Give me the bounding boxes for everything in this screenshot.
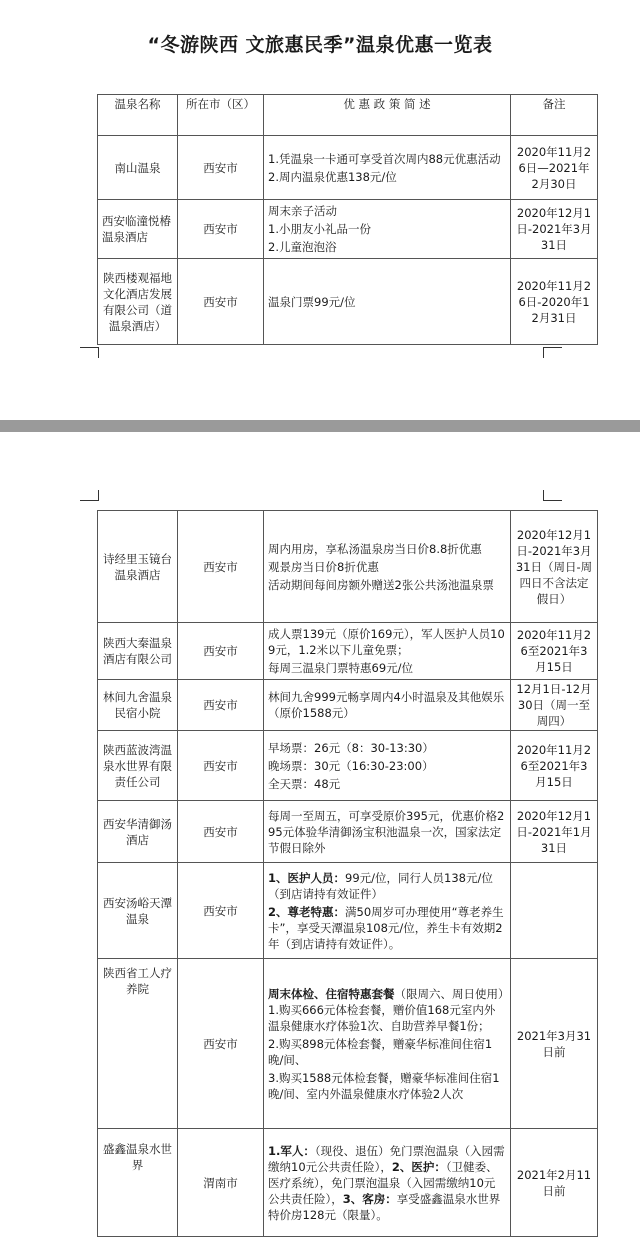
policy-line: 林间九舍999元畅享周内4小时温泉及其他娱乐（原价1588元）: [268, 690, 505, 720]
cell-city: 西安市: [178, 623, 264, 680]
cell-name: 林间九舍温泉民宿小院: [98, 680, 178, 731]
policy-line: 温泉门票99元/位: [268, 294, 356, 309]
policy-line: 2.周内温泉优惠138元/位: [268, 169, 397, 184]
cell-note: 2020年11月26日—2021年2月30日: [511, 136, 598, 200]
policy-item-title: 1、医护人员：: [268, 870, 346, 885]
cell-name: 南山温泉: [98, 136, 178, 200]
policy-item-text: （现役、退伍）免门票泡温泉（入园需缴纳10元公共责任险），: [268, 1143, 505, 1174]
discount-table-part-2: [97, 510, 598, 1237]
header-policy: 优 惠 政 策 简 述: [264, 95, 511, 136]
cell-policy: [264, 801, 511, 863]
cell-city: 西安市: [178, 801, 264, 863]
cell-name: 西安临潼悦椿温泉酒店: [98, 200, 178, 259]
cell-name: 盛鑫温泉水世界: [98, 1129, 178, 1237]
cell-policy: [264, 259, 511, 345]
crop-mark: [543, 490, 562, 501]
document-title: “冬游陕西 文旅惠民季”温泉优惠一览表: [147, 34, 493, 56]
policy-line: 1.凭温泉一卡通可享受首次周内88元优惠活动: [268, 151, 501, 166]
page-gap: [0, 420, 640, 432]
table-row: [98, 959, 598, 1129]
table-row: [98, 801, 598, 863]
cell-name: 陕西省工人疗养院: [98, 959, 178, 1129]
table-row: [98, 200, 598, 259]
document-page-2: [0, 432, 640, 1251]
cell-name: 陕西楼观福地文化酒店发展有限公司（道温泉酒店）: [98, 259, 178, 345]
cell-note: 2020年11月26至2021年3月15日: [511, 623, 598, 680]
cell-name: 诗经里玉镜台温泉酒店: [98, 511, 178, 623]
crop-mark: [80, 490, 99, 501]
cell-city: 西安市: [178, 136, 264, 200]
policy-item-title: 2、医护：: [391, 1159, 446, 1174]
cell-policy: [264, 863, 511, 959]
discount-table-part-1: [97, 94, 598, 345]
policy-line: 周末亲子活动: [268, 204, 337, 218]
policy-line: 2.儿童泡泡浴: [268, 240, 337, 254]
policy-line: 每周三温泉门票特惠69元/位: [268, 661, 414, 675]
policy-line: 晚场票：30元（16:30-23:00）: [268, 758, 434, 773]
policy-item: 3.购买1588元体检套餐，赠豪华标准间住宿1晚/间、室内外温泉健康水疗体验2人次: [268, 1070, 500, 1101]
policy-line: 观景房当日价8折优惠: [268, 559, 379, 574]
header-city: 所在市（区）: [178, 95, 264, 136]
cell-policy: [264, 200, 511, 259]
cell-policy: [264, 731, 511, 801]
table-row: [98, 511, 598, 623]
policy-item-title: 3、客房：: [342, 1191, 397, 1206]
table-row: [98, 680, 598, 731]
header-note: 备注: [511, 95, 598, 136]
crop-mark: [543, 347, 562, 358]
policy-item: [268, 870, 506, 902]
policy-item: [268, 1143, 506, 1223]
cell-note: 12月1日-12月30日（周一至周四）: [511, 680, 598, 731]
table-row: [98, 863, 598, 959]
policy-item-text: （限周六、周日使用）1.购买666元体检套餐，赠价值168元室内外温泉健康水疗体验1次、自助营养早餐1份；: [268, 986, 504, 1033]
policy-item: [268, 986, 506, 1034]
policy-item: [268, 904, 506, 952]
cell-city: 西安市: [178, 259, 264, 345]
cell-city: 西安市: [178, 680, 264, 731]
cell-city: 西安市: [178, 731, 264, 801]
cell-city: 西安市: [178, 200, 264, 259]
cell-note: 2020年11月26至2021年3月15日: [511, 731, 598, 801]
cell-note: 2021年3月31日前: [511, 959, 598, 1129]
policy-line: 1.小朋友小礼品一份: [268, 222, 371, 236]
cell-name: 西安汤峪天潭温泉: [98, 863, 178, 959]
policy-line: 周内用房，享私汤温泉房当日价8.8折优惠: [268, 541, 482, 556]
policy-item-title: 周末体检、住宿特惠套餐: [268, 986, 395, 1001]
cell-city: 西安市: [178, 959, 264, 1129]
policy-item-text: 99元/位，同行人员138元/位（到店请持有效证件）: [268, 870, 493, 901]
cell-policy: [264, 136, 511, 200]
cell-city: 渭南市: [178, 1129, 264, 1237]
cell-note: 2020年12月1日-2021年3月31日（周日-周四日不含法定假日）: [511, 511, 598, 623]
cell-city: 西安市: [178, 863, 264, 959]
policy-item-title: 1.军人：: [268, 1143, 315, 1158]
cell-note: [511, 863, 598, 959]
cell-note: 2020年12月1日-2021年3月31日: [511, 200, 598, 259]
policy-item-title: 2、尊老特惠：: [268, 904, 346, 919]
policy-item-text: 满50周岁可办理使用“尊老养生卡”，享受天潭温泉108元/位，养生卡有效期2年（到店请持有效证件）。: [268, 904, 504, 951]
cell-note: 2020年12月1日-2021年1月31日: [511, 801, 598, 863]
table-row: [98, 1129, 598, 1237]
cell-policy: [264, 959, 511, 1129]
cell-policy: [264, 680, 511, 731]
table-row: [98, 731, 598, 801]
document-page-1: [0, 0, 640, 420]
policy-line: 活动期间每间房额外赠送2张公共汤池温泉票: [268, 577, 494, 592]
policy-line: 全天票：48元: [268, 776, 341, 791]
cell-policy: [264, 1129, 511, 1237]
policy-item: 2.购买898元体检套餐，赠豪华标准间住宿1晚/间、: [268, 1036, 493, 1067]
crop-mark: [80, 347, 99, 358]
cell-name: 西安华清御汤酒店: [98, 801, 178, 863]
cell-name: 陕西蓝波湾温泉水世界有限责任公司: [98, 731, 178, 801]
cell-policy: [264, 511, 511, 623]
policy-item-text: （卫健委、医疗系统），免门票泡温泉（入园需缴纳10元公共责任险），: [268, 1159, 498, 1206]
table-row: [98, 259, 598, 345]
cell-name: 陕西大秦温泉酒店有限公司: [98, 623, 178, 680]
table-row: [98, 136, 598, 200]
cell-note: 2021年2月11日前: [511, 1129, 598, 1237]
header-name: 温泉名称: [98, 95, 178, 136]
table-header-row: [98, 95, 598, 136]
cell-note: 2020年11月26日-2020年12月31日: [511, 259, 598, 345]
policy-line: 每周一至周五，可享受原价395元，优惠价格295元体验华清御汤宝积池温泉一次，国家法定节假日除外: [268, 808, 505, 855]
cell-policy: [264, 623, 511, 680]
table-row: [98, 623, 598, 680]
cell-city: 西安市: [178, 511, 264, 623]
policy-line: 早场票：26元（8：30-13:30）: [268, 740, 434, 755]
policy-line: 成人票139元（原价169元），军人医护人员109元，1.2米以下儿童免票；: [268, 627, 505, 657]
policy-item-text: 享受盛鑫温泉水世界特价房128元（限量）。: [268, 1191, 501, 1222]
